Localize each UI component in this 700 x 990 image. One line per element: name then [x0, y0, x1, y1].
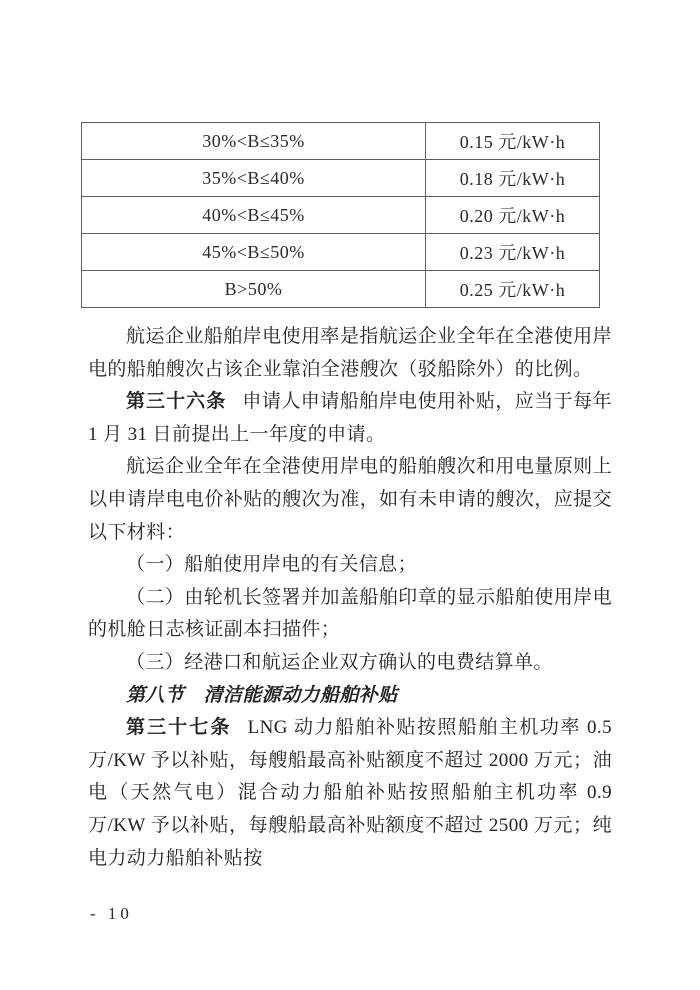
rate-price-cell: 0.15 元/kW·h	[426, 123, 600, 160]
paragraph-text: 航运企业船舶岸电使用率是指航运企业全年在全港使用岸电的船舶艘次占该企业靠泊全港艘次（驳船除外）的比例。	[88, 326, 612, 380]
table-row	[82, 271, 600, 308]
table-row	[82, 160, 600, 197]
rate-range-cell: 45%<B≤50%	[82, 234, 426, 271]
paragraph-text: （二）由轮机长签署并加盖船舶印章的显示船舶使用岸电的机舱日志核证副本扫描件；	[88, 586, 612, 641]
rate-range-cell: B>50%	[82, 271, 426, 308]
document-body	[88, 321, 612, 875]
table-row	[82, 123, 600, 160]
rate-range-cell: 35%<B≤40%	[82, 160, 426, 197]
rate-range-cell: 30%<B≤35%	[82, 123, 426, 160]
table-row	[82, 234, 600, 271]
paragraph-article-37	[88, 712, 612, 875]
paragraph-text: （一）船舶使用岸电的有关信息；	[126, 554, 418, 576]
paragraph-text: （三）经港口和航运企业双方确认的电费结算单。	[126, 651, 553, 673]
rate-price-cell: 0.20 元/kW·h	[426, 197, 600, 234]
list-item-3	[88, 647, 612, 680]
list-item-1	[88, 549, 612, 582]
paragraph-text: LNG 动力船舶补贴按照船舶主机功率 0.5 万/KW 予以补贴，每艘船最高补贴额度不超过 2000 万元；油电（天然气电）混合动力船舶补贴按照船舶主机功率 0.9 万/KW 予以补贴，每艘船最高补贴额度不超过 2500 万元；纯电力动力船舶补贴按	[88, 717, 612, 869]
rate-price-cell: 0.18 元/kW·h	[426, 160, 600, 197]
list-item-2	[88, 582, 612, 647]
shore-power-rate-table	[81, 122, 600, 308]
rate-range-cell: 40%<B≤45%	[82, 197, 426, 234]
article-label: 第三十六条	[126, 391, 227, 413]
paragraph-text: 航运企业全年在全港使用岸电的船舶艘次和用电量原则上以申请岸电电价补贴的艘次为准，如有未申请的艘次，应提交以下材料：	[88, 456, 612, 543]
paragraph-article-36	[88, 386, 612, 451]
table-row	[82, 197, 600, 234]
paragraph	[88, 321, 612, 386]
article-label: 第三十七条	[126, 717, 232, 739]
rate-price-cell: 0.23 元/kW·h	[426, 234, 600, 271]
paragraph	[88, 451, 612, 549]
paragraph-text: 申请人申请船舶岸电使用补贴，应当于每年 1 月 31 日前提出上一年度的申请。	[88, 391, 612, 445]
rate-price-cell: 0.25 元/kW·h	[426, 271, 600, 308]
section-heading: 第八节 清洁能源动力船舶补贴	[126, 684, 398, 706]
page-number: - 10	[90, 904, 133, 923]
